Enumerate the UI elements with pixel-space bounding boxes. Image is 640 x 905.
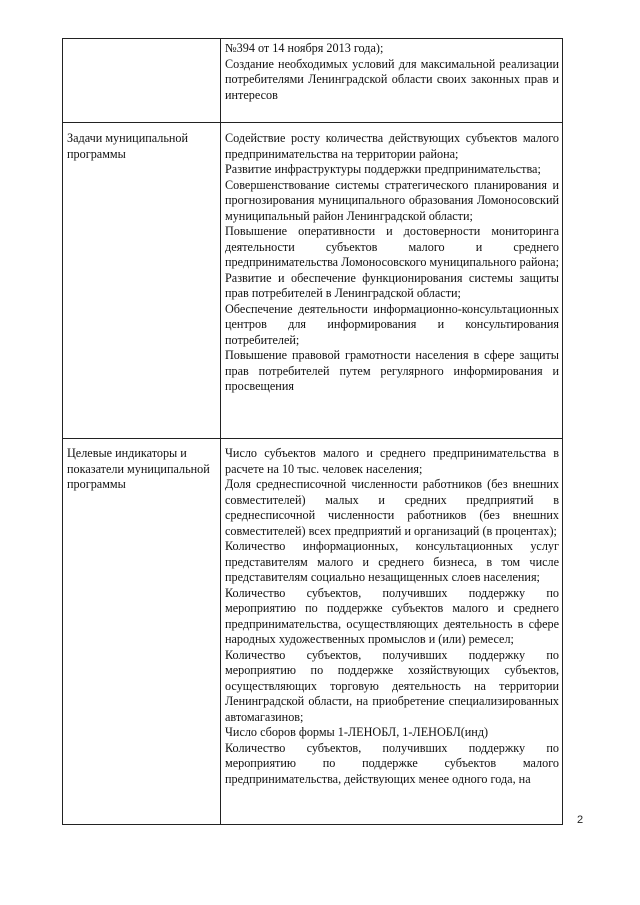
table-row	[63, 439, 563, 825]
row-label: Целевые индикаторы и показатели муниципальной программы	[67, 446, 210, 491]
row-label: Задачи муниципальной программы	[67, 131, 189, 161]
row-label-cell	[63, 123, 221, 439]
row-label-cell	[63, 39, 221, 123]
paragraph: Доля среднесписочной численности работников (без внешних совместителей) малых и средних предприятий в среднесписочной численности работников (без внешних совместителей) всех предприятий и организаций (в процентах);	[225, 477, 559, 538]
paragraph: Повышение правовой грамотности населения в сфере защиты прав потребителей путем регулярного информирования и просвещения	[225, 348, 559, 393]
table-row	[63, 39, 563, 123]
row-content-cell	[221, 123, 563, 439]
program-passport-table	[62, 38, 563, 825]
paragraph: Число сборов формы 1-ЛЕНОБЛ, 1-ЛЕНОБЛ(инд)	[225, 725, 489, 739]
paragraph: Число субъектов малого и среднего предпринимательства в расчете на 10 тыс. человек населения;	[225, 446, 559, 476]
row-label-cell	[63, 439, 221, 825]
paragraph: №394 от 14 ноября 2013 года);	[225, 41, 384, 55]
paragraph: Повышение оперативности и достоверности мониторинга деятельности субъектов малого и среднего предпринимательства Ломоносовского муниципального района;	[225, 224, 559, 269]
page-number: 2	[577, 814, 584, 826]
paragraph: Обеспечение деятельности информационно-консультационных центров для информирования и консультирования потребителей;	[225, 301, 559, 347]
paragraph: Развитие и обеспечение функционирования системы защиты прав потребителей в Ленинградской области;	[225, 270, 559, 300]
table-row	[63, 123, 563, 439]
paragraph: Содействие росту количества действующих субъектов малого предпринимательства на территории района;	[225, 131, 559, 161]
paragraph: Создание необходимых условий для максимальной реализации потребителями Ленинградской области своих законных прав и интересов	[225, 56, 559, 102]
paragraph: Количество субъектов, получивших поддержку по мероприятию по поддержке субъектов малого предпринимательства, действующих менее одного года, на	[225, 740, 559, 786]
paragraph: Развитие инфраструктуры поддержки предпринимательства;	[225, 162, 541, 176]
paragraph: Количество информационных, консультационных услуг представителям малого и среднего бизнеса, в том числе представителям социально незащищенных слоев населения;	[225, 539, 559, 584]
paragraph: Количество субъектов, получивших поддержку по мероприятию по поддержке субъектов малого и среднего предпринимательства, осуществляющих деятельность в сфере народных художественных промыслов и (или) ремесел;	[225, 585, 559, 646]
row-content-cell	[221, 39, 563, 123]
paragraph: Количество субъектов, получивших поддержку по мероприятию по поддержке хозяйствующих субъектов, осуществляющих торговую деятельность на территории Ленинградской области, на приобретение специализированных автомагазинов;	[225, 647, 559, 724]
paragraph: Совершенствование системы стратегического планирования и прогнозирования муниципального образования Ломоносовский муниципальный район Ленинградской области;	[225, 177, 559, 223]
row-content-cell	[221, 439, 563, 825]
